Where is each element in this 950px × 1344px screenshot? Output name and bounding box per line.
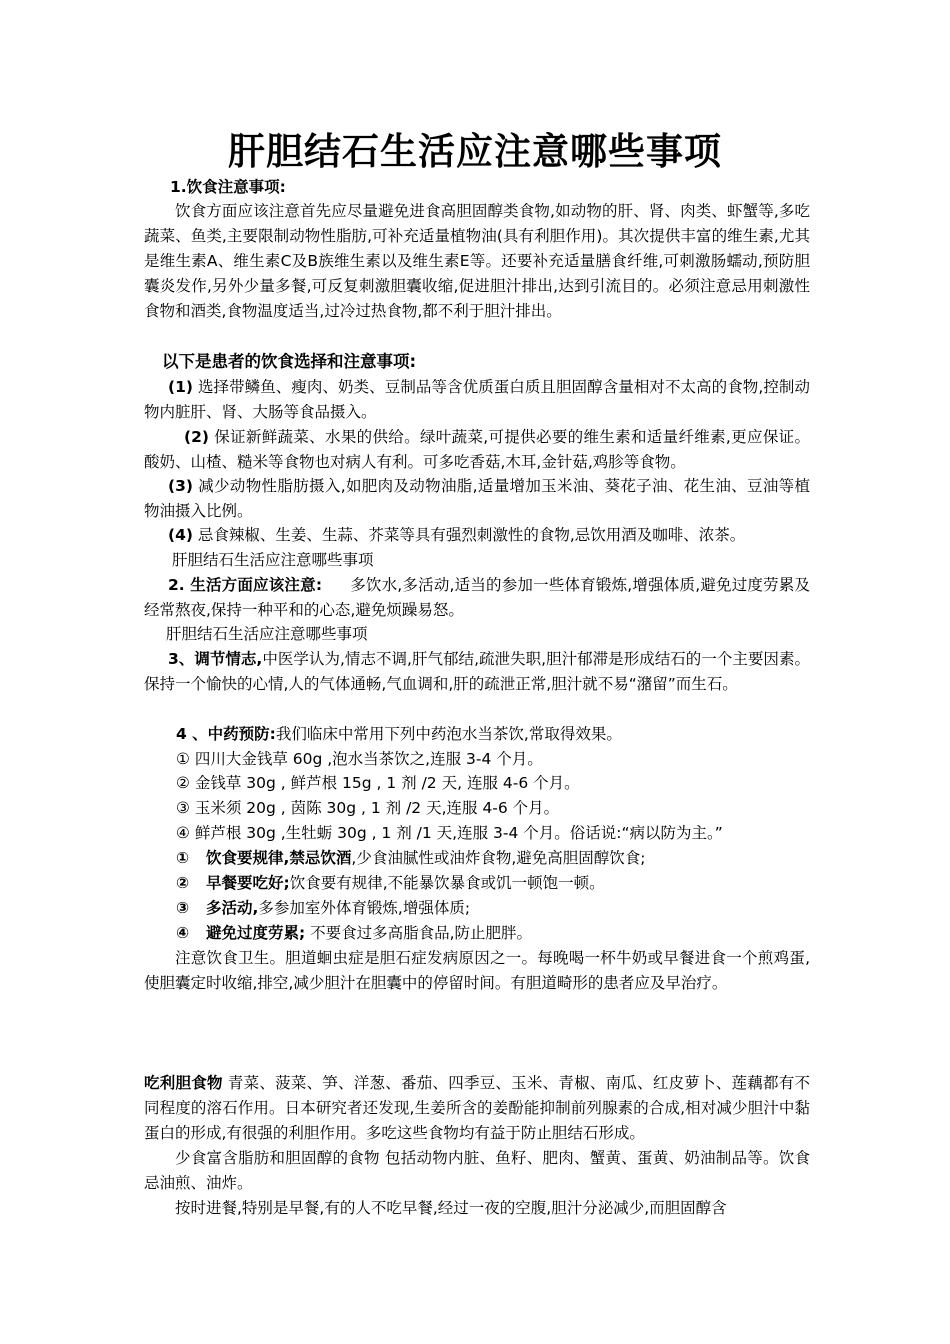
diet-item-text: 忌食辣椒、生姜、生蒜、芥菜等具有强烈刺激性的食物,忌饮用酒及咖啡、浓茶。: [192, 526, 746, 544]
section-4-heading: 4 、中药预防:: [176, 725, 276, 743]
diet-item-text: 选择带鳞鱼、瘦肉、奶类、豆制品等含优质蛋白质且胆固醇含量相对不太高的食物,控制动物内脏肝、肾、大肠等食品摄入。: [144, 378, 810, 421]
tip-bold: 避免过度劳累;: [206, 924, 306, 942]
tip-2: [176, 871, 856, 896]
diet-item-3: [144, 474, 810, 524]
diet-item-number: (3): [168, 477, 193, 495]
diet-heading: 以下是患者的饮食选择和注意事项:: [162, 352, 417, 371]
recipe-1: ① 四川大金钱草 60g ,泡水当茶饮之,连服 3-4 个月。: [176, 750, 543, 768]
tip-number: ②: [176, 874, 190, 892]
diet-item-text: 保证新鲜蔬菜、水果的供给。绿叶蔬菜,可提供必要的维生素和适量纤维素,更应保证。酸奶、山楂、糙米等食物也对病人有利。可多吃香菇,木耳,金针菇,鸡胗等食物。: [144, 428, 810, 471]
section-1-body: 饮食方面应该注意首先应尽量避免进食高胆固醇类食物,如动物的肝、肾、肉类、虾蟹等,多吃蔬菜、鱼类,主要限制动物性脂肪,可补充适量植物油(具有利胆作用)。其次提供丰富的维生素,尤其是维生素A、维生素C及B族维生素以及维生素E等。还要补充适量膳食纤维,可刺激肠蠕动,预防胆囊炎发作,另外少量多餐,可反复刺激胆囊收缩,促进胆汁排出,达到引流目的。必须注意忌用刺激性食物和酒类,食物温度适当,过冷过热食物,都不利于胆汁排出。: [144, 202, 810, 320]
foods-heading: 吃利胆食物: [144, 1074, 223, 1092]
section-2: [144, 573, 810, 623]
tip-text: 不要食过多高脂食品,防止肥胖。: [305, 924, 533, 942]
diet-item-number: (1): [168, 378, 193, 396]
section-3-body: 中医学认为,情志不调,肝气郁结,疏泄失职,胆汁郁滞是形成结石的一个主要因素。保持一个愉快的心情,人的气体通畅,气血调和,肝的疏泄正常,胆汁就不易“潴留”而生石。: [144, 650, 810, 693]
tip-3: [176, 896, 856, 921]
repeated-title-1: 肝胆结石生活应注意哪些事项: [172, 551, 374, 569]
tip-1: [176, 846, 856, 871]
tip-bold: 多活动,: [206, 899, 259, 917]
section-3-heading: 3、调节情志,: [168, 650, 263, 668]
foods-paragraph: [144, 1071, 810, 1146]
section-4: [176, 722, 856, 747]
tip-number: ④: [176, 924, 190, 942]
repeated-title-2: 肝胆结石生活应注意哪些事项: [166, 625, 368, 643]
less-fat-paragraph: 少食富含脂肪和胆固醇的食物 包括动物内脏、鱼籽、肥肉、蟹黄、蛋黄、奶油制品等。饮食忌油煎、油炸。: [144, 1149, 810, 1192]
breakfast-paragraph: 按时进餐,特别是早餐,有的人不吃早餐,经过一夜的空腹,胆汁分泌减少,而胆固醇含: [175, 1199, 727, 1217]
diet-item-number: (4): [168, 526, 193, 544]
tip-4: [176, 921, 856, 946]
page-title: 肝胆结石生活应注意哪些事项: [228, 129, 722, 173]
tip-number: ③: [176, 899, 190, 917]
tip-bold: 饮食要规律,禁忌饮酒: [206, 849, 352, 867]
diet-item-number: (2): [184, 428, 209, 446]
tip-text: ,少食油腻性或油炸食物,避免高胆固醇饮食;: [351, 849, 646, 867]
section-1-heading: 1.饮食注意事项:: [170, 178, 286, 196]
diet-item-text: 减少动物性脂肪摄入,如肥肉及动物油脂,适量增加玉米油、葵花子油、花生油、豆油等植物油摄入比例。: [144, 477, 810, 520]
diet-item-1: [144, 375, 810, 425]
tip-bold: 早餐要吃好;: [206, 874, 290, 892]
tip-text: 多参加室外体育锻炼,增强体质;: [258, 899, 471, 917]
foods-body: 青菜、菠菜、笋、洋葱、番茄、四季豆、玉米、青椒、南瓜、红皮萝卜、莲藕都有不同程度的溶石作用。日本研究者还发现,生姜所含的姜酚能抑制前列腺素的合成,相对减少胆汁中黏蛋白的形成,有很强的利胆作用。多吃这些食物均有益于防止胆结石形成。: [144, 1074, 810, 1142]
diet-item-4: [168, 523, 848, 548]
recipe-4: ④ 鲜芦根 30g ,生牡蛎 30g , 1 剂 /1 天,连服 3-4 个月。俗话说:“病以防为主。”: [176, 824, 723, 842]
section-4-body: 我们临床中常用下列中药泡水当茶饮,常取得效果。: [275, 725, 622, 743]
hygiene-paragraph: 注意饮食卫生。胆道蛔虫症是胆石症发病原因之一。每晚喝一杯牛奶或早餐进食一个煎鸡蛋,使胆囊定时收缩,排空,减少胆汁在胆囊中的停留时间。有胆道畸形的患者应及早治疗。: [144, 949, 810, 992]
recipe-3: ③ 玉米须 20g , 茵陈 30g , 1 剂 /2 天,连服 4-6 个月。: [176, 799, 560, 817]
section-3: [144, 647, 810, 697]
recipe-2: ② 金钱草 30g , 鲜芦根 15g , 1 剂 /2 天, 连服 4-6 个月。: [176, 774, 580, 792]
tip-number: ①: [176, 849, 190, 867]
diet-item-2: [144, 425, 810, 475]
section-2-body: 多饮水,多活动,适当的参加一些体育锻炼,增强体质,避免过度劳累及经常熬夜,保持一种平和的心态,避免烦躁易怒。: [144, 576, 810, 619]
section-2-heading: 2. 生活方面应该注意:: [168, 576, 323, 594]
tip-text: 饮食要有规律,不能暴饮暴食或饥一顿饱一顿。: [289, 874, 605, 892]
